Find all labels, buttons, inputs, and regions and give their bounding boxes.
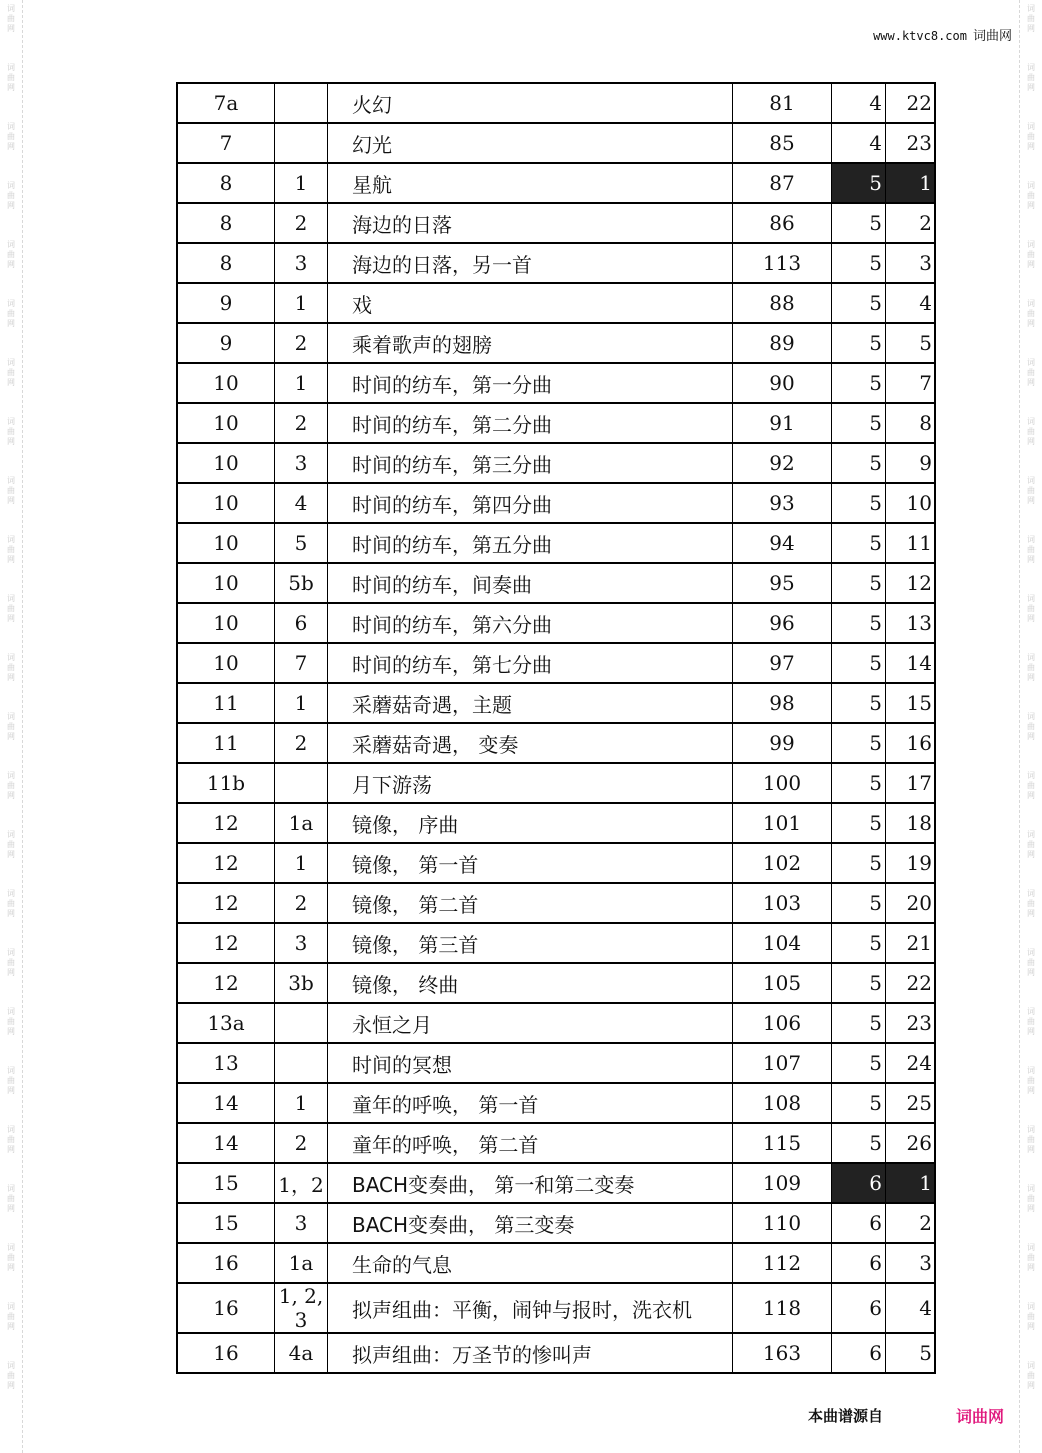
cell-number: 99 bbox=[733, 723, 832, 763]
watermark-text: 词 曲 网 bbox=[7, 417, 15, 446]
cell-index: 16 bbox=[886, 723, 936, 763]
cell-sub: 3b bbox=[275, 963, 328, 1003]
cell-sub: 3 bbox=[275, 443, 328, 483]
cell-title: 采蘑菇奇遇，主题 bbox=[328, 683, 733, 723]
table-row bbox=[177, 763, 935, 803]
watermark-text: 词 曲 网 bbox=[7, 830, 15, 859]
table-row bbox=[177, 1043, 935, 1083]
table-row bbox=[177, 963, 935, 1003]
watermark-text: 词 曲 网 bbox=[7, 712, 15, 741]
watermark-text: 词 曲 网 bbox=[7, 181, 15, 210]
cell-number: 107 bbox=[733, 1043, 832, 1083]
watermark-text: 词 曲 网 bbox=[1027, 712, 1035, 741]
cell-index: 8 bbox=[886, 403, 936, 443]
watermark-text: 词 曲 网 bbox=[7, 299, 15, 328]
cell-number: 96 bbox=[733, 603, 832, 643]
cell-title: 拟声组曲：万圣节的惨叫声 bbox=[328, 1333, 733, 1373]
cell-index: 17 bbox=[886, 763, 936, 803]
cell-sub: 5 bbox=[275, 523, 328, 563]
cell-number: 87 bbox=[733, 163, 832, 203]
table-row bbox=[177, 83, 935, 123]
cell-no: 8 bbox=[177, 163, 275, 203]
cell-sub: 2 bbox=[275, 323, 328, 363]
watermark-text: 词 曲 网 bbox=[7, 358, 15, 387]
cell-index: 12 bbox=[886, 563, 936, 603]
table-row bbox=[177, 843, 935, 883]
cell-title: 镜像， 终曲 bbox=[328, 963, 733, 1003]
table-row bbox=[177, 203, 935, 243]
cell-volume: 5 bbox=[832, 1043, 886, 1083]
cell-volume: 5 bbox=[832, 803, 886, 843]
cell-no: 14 bbox=[177, 1123, 275, 1163]
table-row bbox=[177, 403, 935, 443]
watermark-text: 词 曲 网 bbox=[7, 1361, 15, 1390]
cell-index: 24 bbox=[886, 1043, 936, 1083]
cell-volume: 5 bbox=[832, 483, 886, 523]
header-source bbox=[873, 25, 1012, 44]
table-row bbox=[177, 803, 935, 843]
watermark-text: 词 曲 网 bbox=[1027, 122, 1035, 151]
cell-sub: 2 bbox=[275, 403, 328, 443]
cell-number: 86 bbox=[733, 203, 832, 243]
cell-index: 4 bbox=[886, 1283, 936, 1333]
cell-volume: 5 bbox=[832, 963, 886, 1003]
cell-number: 98 bbox=[733, 683, 832, 723]
cell-sub: 2 bbox=[275, 723, 328, 763]
cell-title: 拟声组曲：平衡，闹钟与报时，洗衣机 bbox=[328, 1283, 733, 1333]
cell-sub: 3 bbox=[275, 243, 328, 283]
cell-volume: 5 bbox=[832, 723, 886, 763]
cell-sub: 4 bbox=[275, 483, 328, 523]
cell-title: 镜像， 第三首 bbox=[328, 923, 733, 963]
cell-number: 85 bbox=[733, 123, 832, 163]
cell-volume: 5 bbox=[832, 363, 886, 403]
table-row bbox=[177, 523, 935, 563]
cell-volume: 5 bbox=[832, 523, 886, 563]
cell-no: 12 bbox=[177, 843, 275, 883]
cell-title: 镜像， 第二首 bbox=[328, 883, 733, 923]
table-row bbox=[177, 123, 935, 163]
watermark-text: 词 曲 网 bbox=[7, 535, 15, 564]
header-site-name: 词曲网 bbox=[972, 29, 1012, 44]
cell-volume: 5 bbox=[832, 203, 886, 243]
cell-title: BACH变奏曲， 第三变奏 bbox=[328, 1203, 733, 1243]
footer-source-label: 本曲谱源自 bbox=[808, 1407, 884, 1425]
footer-site-link[interactable]: 词曲网 bbox=[956, 1407, 1005, 1426]
cell-volume: 6 bbox=[832, 1203, 886, 1243]
cell-no: 16 bbox=[177, 1333, 275, 1373]
cell-no: 12 bbox=[177, 803, 275, 843]
cell-number: 92 bbox=[733, 443, 832, 483]
watermark-text: 词 曲 网 bbox=[7, 1243, 15, 1272]
cell-volume: 5 bbox=[832, 643, 886, 683]
cell-index: 23 bbox=[886, 1003, 936, 1043]
cell-volume: 5 bbox=[832, 1123, 886, 1163]
table-row bbox=[177, 1123, 935, 1163]
cell-title: 海边的日落 bbox=[328, 203, 733, 243]
cell-volume: 5 bbox=[832, 883, 886, 923]
cell-index: 2 bbox=[886, 1203, 936, 1243]
cell-index: 9 bbox=[886, 443, 936, 483]
cell-number: 102 bbox=[733, 843, 832, 883]
watermark-text: 词 曲 网 bbox=[7, 594, 15, 623]
cell-number: 110 bbox=[733, 1203, 832, 1243]
cell-volume: 6 bbox=[832, 1243, 886, 1283]
cell-no: 13 bbox=[177, 1043, 275, 1083]
cell-no: 12 bbox=[177, 923, 275, 963]
cell-number: 104 bbox=[733, 923, 832, 963]
cell-title: 时间的纺车，第一分曲 bbox=[328, 363, 733, 403]
watermark-text: 词 曲 网 bbox=[7, 1302, 15, 1331]
watermark-text: 词 曲 网 bbox=[1027, 4, 1035, 33]
cell-sub: 4a bbox=[275, 1333, 328, 1373]
cell-index: 22 bbox=[886, 963, 936, 1003]
watermark-text: 词 曲 网 bbox=[7, 1007, 15, 1036]
cell-title: BACH变奏曲， 第一和第二变奏 bbox=[328, 1163, 733, 1203]
cell-volume: 5 bbox=[832, 323, 886, 363]
cell-number: 88 bbox=[733, 283, 832, 323]
cell-title: 镜像， 序曲 bbox=[328, 803, 733, 843]
watermark-text: 词 曲 网 bbox=[1027, 417, 1035, 446]
cell-volume: 6 bbox=[832, 1163, 886, 1203]
watermark-text: 词 曲 网 bbox=[7, 1066, 15, 1095]
cell-number: 108 bbox=[733, 1083, 832, 1123]
cell-volume: 4 bbox=[832, 123, 886, 163]
cell-volume: 5 bbox=[832, 1003, 886, 1043]
table-row bbox=[177, 1203, 935, 1243]
cell-sub: 1, 2, 3 bbox=[275, 1283, 328, 1333]
cell-sub bbox=[275, 123, 328, 163]
cell-number: 101 bbox=[733, 803, 832, 843]
watermark-text: 词 曲 网 bbox=[1027, 240, 1035, 269]
table-row bbox=[177, 1083, 935, 1123]
cell-title: 乘着歌声的翅膀 bbox=[328, 323, 733, 363]
cell-index: 11 bbox=[886, 523, 936, 563]
cell-no: 8 bbox=[177, 243, 275, 283]
cell-title: 时间的纺车，第四分曲 bbox=[328, 483, 733, 523]
cell-sub bbox=[275, 1003, 328, 1043]
watermark-text: 词 曲 网 bbox=[7, 240, 15, 269]
table-row bbox=[177, 923, 935, 963]
cell-no: 16 bbox=[177, 1283, 275, 1333]
table-row bbox=[177, 603, 935, 643]
cell-title: 时间的冥想 bbox=[328, 1043, 733, 1083]
cell-number: 100 bbox=[733, 763, 832, 803]
cell-title: 时间的纺车，第五分曲 bbox=[328, 523, 733, 563]
watermark-text: 词 曲 网 bbox=[7, 771, 15, 800]
cell-title: 海边的日落，另一首 bbox=[328, 243, 733, 283]
cell-index: 13 bbox=[886, 603, 936, 643]
table-row bbox=[177, 283, 935, 323]
cell-no: 9 bbox=[177, 283, 275, 323]
cell-index: 22 bbox=[886, 83, 936, 123]
cell-title: 镜像， 第一首 bbox=[328, 843, 733, 883]
cell-number: 97 bbox=[733, 643, 832, 683]
watermark-text: 词 曲 网 bbox=[1027, 358, 1035, 387]
watermark-text: 词 曲 网 bbox=[1027, 299, 1035, 328]
cell-volume: 5 bbox=[832, 763, 886, 803]
cell-number: 109 bbox=[733, 1163, 832, 1203]
right-watermark-strip bbox=[1019, 0, 1042, 1453]
cell-index: 1 bbox=[886, 163, 936, 203]
cell-sub: 1 bbox=[275, 363, 328, 403]
cell-index: 26 bbox=[886, 1123, 936, 1163]
cell-number: 112 bbox=[733, 1243, 832, 1283]
cell-sub: 1 bbox=[275, 163, 328, 203]
cell-volume: 5 bbox=[832, 683, 886, 723]
cell-title: 时间的纺车，第二分曲 bbox=[328, 403, 733, 443]
cell-sub: 3 bbox=[275, 923, 328, 963]
cell-no: 11b bbox=[177, 763, 275, 803]
cell-title: 时间的纺车，间奏曲 bbox=[328, 563, 733, 603]
cell-no: 12 bbox=[177, 963, 275, 1003]
cell-sub: 1 bbox=[275, 283, 328, 323]
cell-volume: 5 bbox=[832, 163, 886, 203]
cell-number: 94 bbox=[733, 523, 832, 563]
cell-number: 105 bbox=[733, 963, 832, 1003]
cell-volume: 5 bbox=[832, 923, 886, 963]
cell-no: 11 bbox=[177, 683, 275, 723]
cell-volume: 5 bbox=[832, 1083, 886, 1123]
watermark-text: 词 曲 网 bbox=[1027, 771, 1035, 800]
cell-title: 时间的纺车，第六分曲 bbox=[328, 603, 733, 643]
watermark-text: 词 曲 网 bbox=[7, 476, 15, 505]
cell-index: 5 bbox=[886, 323, 936, 363]
cell-number: 90 bbox=[733, 363, 832, 403]
cell-index: 23 bbox=[886, 123, 936, 163]
table-row bbox=[177, 363, 935, 403]
cell-title: 童年的呼唤， 第二首 bbox=[328, 1123, 733, 1163]
watermark-text: 词 曲 网 bbox=[7, 122, 15, 151]
cell-no: 10 bbox=[177, 443, 275, 483]
cell-number: 113 bbox=[733, 243, 832, 283]
cell-no: 10 bbox=[177, 563, 275, 603]
table-row bbox=[177, 1333, 935, 1373]
cell-sub bbox=[275, 83, 328, 123]
cell-title: 戏 bbox=[328, 283, 733, 323]
cell-sub: 1 bbox=[275, 843, 328, 883]
cell-index: 3 bbox=[886, 1243, 936, 1283]
cell-no: 8 bbox=[177, 203, 275, 243]
table-row bbox=[177, 483, 935, 523]
watermark-text: 词 曲 网 bbox=[1027, 594, 1035, 623]
watermark-text: 词 曲 网 bbox=[7, 4, 15, 33]
cell-no: 14 bbox=[177, 1083, 275, 1123]
cell-index: 21 bbox=[886, 923, 936, 963]
cell-number: 93 bbox=[733, 483, 832, 523]
cell-title: 月下游荡 bbox=[328, 763, 733, 803]
cell-number: 95 bbox=[733, 563, 832, 603]
cell-index: 7 bbox=[886, 363, 936, 403]
cell-sub: 1，2 bbox=[275, 1163, 328, 1203]
cell-volume: 5 bbox=[832, 403, 886, 443]
watermark-text: 词 曲 网 bbox=[1027, 1125, 1035, 1154]
cell-volume: 5 bbox=[832, 563, 886, 603]
cell-sub: 1a bbox=[275, 1243, 328, 1283]
cell-index: 4 bbox=[886, 283, 936, 323]
cell-index: 1 bbox=[886, 1163, 936, 1203]
cell-no: 9 bbox=[177, 323, 275, 363]
cell-sub: 2 bbox=[275, 1123, 328, 1163]
table-row bbox=[177, 1163, 935, 1203]
catalog-table bbox=[176, 82, 936, 1374]
cell-no: 12 bbox=[177, 883, 275, 923]
watermark-text: 词 曲 网 bbox=[1027, 535, 1035, 564]
cell-index: 5 bbox=[886, 1333, 936, 1373]
cell-sub: 5b bbox=[275, 563, 328, 603]
cell-no: 10 bbox=[177, 403, 275, 443]
cell-no: 10 bbox=[177, 363, 275, 403]
cell-title: 生命的气息 bbox=[328, 1243, 733, 1283]
cell-volume: 5 bbox=[832, 283, 886, 323]
cell-sub: 2 bbox=[275, 883, 328, 923]
table-row bbox=[177, 883, 935, 923]
table-row bbox=[177, 683, 935, 723]
watermark-text: 词 曲 网 bbox=[1027, 653, 1035, 682]
cell-no: 10 bbox=[177, 643, 275, 683]
cell-no: 7a bbox=[177, 83, 275, 123]
cell-no: 11 bbox=[177, 723, 275, 763]
cell-volume: 5 bbox=[832, 603, 886, 643]
table-row bbox=[177, 323, 935, 363]
cell-number: 81 bbox=[733, 83, 832, 123]
cell-volume: 6 bbox=[832, 1333, 886, 1373]
watermark-text: 词 曲 网 bbox=[1027, 1066, 1035, 1095]
watermark-text: 词 曲 网 bbox=[7, 948, 15, 977]
watermark-text: 词 曲 网 bbox=[1027, 1361, 1035, 1390]
watermark-text: 词 曲 网 bbox=[1027, 889, 1035, 918]
cell-number: 91 bbox=[733, 403, 832, 443]
cell-volume: 5 bbox=[832, 243, 886, 283]
header-url[interactable]: www.ktvc8.com bbox=[873, 29, 967, 43]
cell-title: 采蘑菇奇遇， 变奏 bbox=[328, 723, 733, 763]
cell-volume: 4 bbox=[832, 83, 886, 123]
table-row bbox=[177, 1003, 935, 1043]
cell-no: 10 bbox=[177, 603, 275, 643]
cell-title: 时间的纺车，第七分曲 bbox=[328, 643, 733, 683]
cell-no: 10 bbox=[177, 483, 275, 523]
cell-index: 14 bbox=[886, 643, 936, 683]
table-row bbox=[177, 1283, 935, 1333]
watermark-text: 词 曲 网 bbox=[7, 653, 15, 682]
cell-number: 106 bbox=[733, 1003, 832, 1043]
cell-no: 7 bbox=[177, 123, 275, 163]
cell-number: 89 bbox=[733, 323, 832, 363]
cell-title: 火幻 bbox=[328, 83, 733, 123]
cell-number: 163 bbox=[733, 1333, 832, 1373]
cell-index: 18 bbox=[886, 803, 936, 843]
cell-index: 15 bbox=[886, 683, 936, 723]
watermark-text: 词 曲 网 bbox=[1027, 1302, 1035, 1331]
cell-title: 幻光 bbox=[328, 123, 733, 163]
table-row bbox=[177, 443, 935, 483]
watermark-text: 词 曲 网 bbox=[1027, 181, 1035, 210]
table-row bbox=[177, 723, 935, 763]
table-row bbox=[177, 563, 935, 603]
table-row bbox=[177, 163, 935, 203]
watermark-text: 词 曲 网 bbox=[7, 889, 15, 918]
watermark-text: 词 曲 网 bbox=[1027, 830, 1035, 859]
cell-title: 星航 bbox=[328, 163, 733, 203]
cell-sub: 1a bbox=[275, 803, 328, 843]
watermark-text: 词 曲 网 bbox=[1027, 1243, 1035, 1272]
cell-sub: 7 bbox=[275, 643, 328, 683]
cell-sub: 3 bbox=[275, 1203, 328, 1243]
table-row bbox=[177, 1243, 935, 1283]
cell-title: 永恒之月 bbox=[328, 1003, 733, 1043]
cell-no: 10 bbox=[177, 523, 275, 563]
cell-title: 童年的呼唤， 第一首 bbox=[328, 1083, 733, 1123]
cell-number: 103 bbox=[733, 883, 832, 923]
cell-index: 20 bbox=[886, 883, 936, 923]
cell-volume: 6 bbox=[832, 1283, 886, 1333]
table-row bbox=[177, 243, 935, 283]
cell-number: 118 bbox=[733, 1283, 832, 1333]
left-watermark-strip bbox=[0, 0, 23, 1453]
cell-sub: 1 bbox=[275, 1083, 328, 1123]
cell-no: 13a bbox=[177, 1003, 275, 1043]
cell-index: 25 bbox=[886, 1083, 936, 1123]
cell-sub: 2 bbox=[275, 203, 328, 243]
cell-index: 19 bbox=[886, 843, 936, 883]
table-row bbox=[177, 643, 935, 683]
cell-sub bbox=[275, 1043, 328, 1083]
cell-volume: 5 bbox=[832, 443, 886, 483]
cell-index: 2 bbox=[886, 203, 936, 243]
watermark-text: 词 曲 网 bbox=[1027, 948, 1035, 977]
watermark-text: 词 曲 网 bbox=[1027, 476, 1035, 505]
watermark-text: 词 曲 网 bbox=[7, 1125, 15, 1154]
cell-no: 16 bbox=[177, 1243, 275, 1283]
watermark-text: 词 曲 网 bbox=[1027, 1007, 1035, 1036]
cell-volume: 5 bbox=[832, 843, 886, 883]
cell-sub: 1 bbox=[275, 683, 328, 723]
cell-no: 15 bbox=[177, 1163, 275, 1203]
watermark-text: 词 曲 网 bbox=[1027, 63, 1035, 92]
cell-index: 10 bbox=[886, 483, 936, 523]
watermark-text: 词 曲 网 bbox=[1027, 1184, 1035, 1213]
cell-number: 115 bbox=[733, 1123, 832, 1163]
cell-index: 3 bbox=[886, 243, 936, 283]
cell-title: 时间的纺车，第三分曲 bbox=[328, 443, 733, 483]
cell-sub: 6 bbox=[275, 603, 328, 643]
watermark-text: 词 曲 网 bbox=[7, 1184, 15, 1213]
cell-sub bbox=[275, 763, 328, 803]
watermark-text: 词 曲 网 bbox=[7, 63, 15, 92]
cell-no: 15 bbox=[177, 1203, 275, 1243]
